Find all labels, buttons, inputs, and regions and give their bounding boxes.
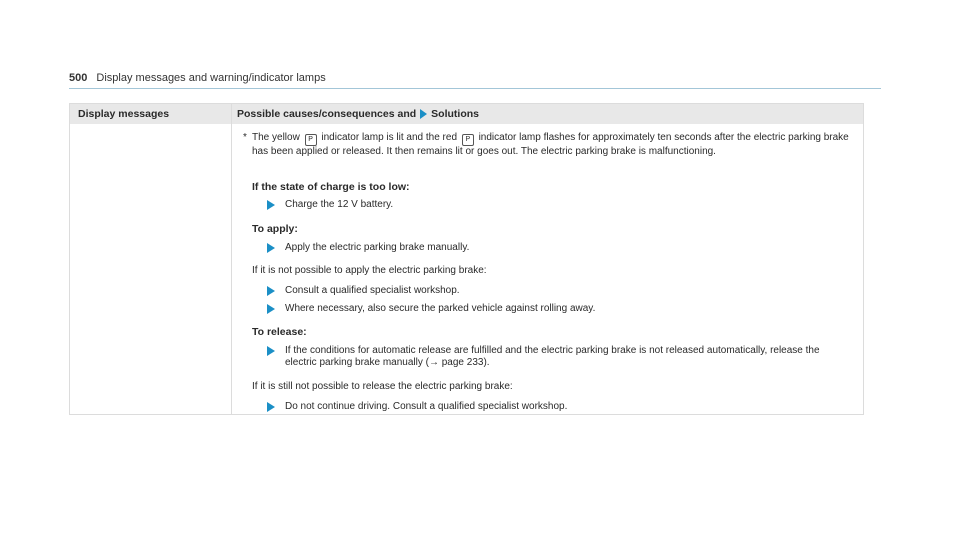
- step-text: Apply the electric parking brake manually.: [285, 242, 470, 253]
- col-header-solutions-label: Solutions: [431, 108, 480, 120]
- step-arrow-icon: [267, 286, 275, 296]
- messages-table: [69, 103, 864, 415]
- step-arrow-icon: [267, 304, 275, 314]
- step-item: [233, 401, 845, 413]
- page-title: Display messages and warning/indicator lamps: [96, 72, 326, 84]
- step-text: Where necessary, also secure the parked vehicle against rolling away.: [285, 303, 596, 314]
- step-item: [233, 242, 845, 254]
- text-not-possible-release: If it is still not possible to release the electric parking brake:: [252, 381, 513, 392]
- table-header: [70, 104, 863, 124]
- column-divider: [231, 104, 232, 414]
- step-arrow-icon: [267, 200, 275, 210]
- step-text: Do not continue driving. Consult a qualified specialist workshop.: [285, 401, 568, 412]
- step-item: [233, 199, 845, 211]
- note-part-2: indicator lamp is lit and the red: [321, 132, 457, 143]
- header-divider: [69, 88, 881, 89]
- step-text: Charge the 12 V battery.: [285, 199, 394, 210]
- play-arrow-icon: [420, 109, 427, 119]
- step-text: If the conditions for automatic release are fulfilled and the electric parking brake is not released automatically, release the electric parking brake manually (→ page 233).: [285, 345, 820, 368]
- page-number: 500: [69, 72, 88, 84]
- footnote-star: *: [243, 132, 247, 143]
- step-arrow-icon: [267, 346, 275, 356]
- footnote-text: [252, 132, 858, 158]
- note-part-3: indicator lamp flashes for approximately ten seconds after the electric parking brake has been applied or released. It then remains lit or goes out. The electric parking brake is malfunctioning.: [252, 132, 849, 157]
- step-arrow-icon: [267, 402, 275, 412]
- note-part-1: The yellow: [252, 132, 300, 143]
- page-header: [69, 72, 326, 84]
- heading-apply: To apply:: [252, 223, 298, 235]
- text-not-possible-apply: If it is not possible to apply the electric parking brake:: [252, 265, 487, 276]
- parking-brake-lamp-icon: P: [462, 134, 474, 146]
- step-item: [233, 285, 845, 297]
- heading-release: To release:: [252, 326, 307, 338]
- step-item: [233, 303, 845, 315]
- col-header-causes: [237, 108, 479, 120]
- step-item: [233, 345, 845, 369]
- parking-brake-lamp-icon: P: [305, 134, 317, 146]
- col-header-display-messages: Display messages: [78, 108, 170, 120]
- step-text: Consult a qualified specialist workshop.: [285, 285, 460, 296]
- col-header-causes-label: Possible causes/consequences and: [237, 108, 417, 120]
- step-arrow-icon: [267, 243, 275, 253]
- heading-charge-low: If the state of charge is too low:: [252, 181, 410, 193]
